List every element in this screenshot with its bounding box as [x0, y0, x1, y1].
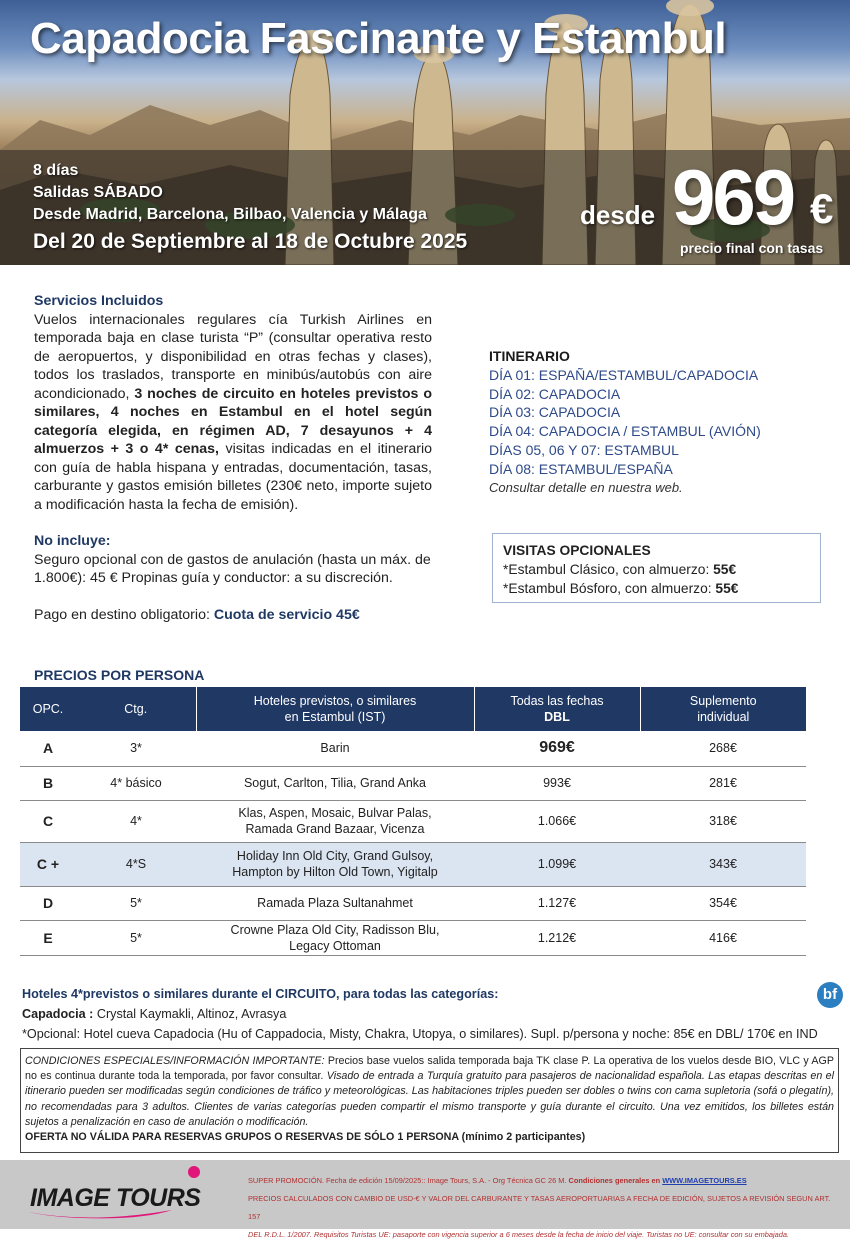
conditions-label: CONDICIONES ESPECIALES/INFORMACIÓN IMPORTANTE:: [25, 1055, 325, 1067]
itinerary-day: DÍAS 05, 06 Y 07: ESTAMBUL: [489, 441, 679, 458]
services-text-part: visitas indicadas en el itinerario con guía de habla hispana y entradas, documentación, tasas, carburante y gastos emisión billetes (230€ neto, importe sujeto a modificación hasta la fecha de emisión).: [34, 441, 432, 513]
bf-badge-icon: bf: [817, 982, 843, 1008]
header-supplement: [640, 687, 806, 731]
cell-opc: D: [20, 886, 76, 920]
trip-origins: Desde Madrid, Barcelona, Bilbao, Valencia y Málaga: [33, 206, 427, 223]
optional-visits-title: VISITAS OPCIONALES: [503, 543, 651, 558]
cell-hotels: Crowne Plaza Old City, Radisson Blu, Legacy Ottoman: [196, 920, 474, 955]
cell-dbl: 993€: [474, 766, 640, 800]
cell-opc: B: [20, 766, 76, 800]
footer-text-part: SUPER PROMOCIÓN. Fecha de edición 15/09/2025:: Image Tours, S.A. - Org Técnica GC 26 M.: [248, 1176, 569, 1185]
table-row: [20, 842, 806, 886]
cell-supp: 354€: [640, 886, 806, 920]
cell-supp: 318€: [640, 800, 806, 842]
circuit-hotels-title: Hoteles 4*previstos o similares durante el CIRCUITO, para todas las categorías:: [22, 987, 499, 1001]
itinerary-day: DÍA 04: CAPADOCIA / ESTAMBUL (AVIÓN): [489, 423, 761, 440]
trip-departures: Salidas SÁBADO: [33, 184, 163, 201]
logo-text: IMAGE TOURS: [30, 1184, 201, 1212]
itinerary-section: [489, 347, 829, 497]
conditions-box: [20, 1048, 839, 1153]
cell-dbl: 969€: [474, 731, 640, 766]
cell-dbl: 1.127€: [474, 886, 640, 920]
cell-dbl: 1.099€: [474, 842, 640, 886]
cell-ctg: 4*S: [76, 842, 196, 886]
cell-supp: 343€: [640, 842, 806, 886]
header-supp-line: Suplemento: [689, 694, 757, 708]
itinerary-note: Consultar detalle en nuestra web.: [489, 479, 683, 495]
price-amount: 969: [672, 153, 794, 241]
optional-visit-label: *Estambul Bósforo, con almuerzo:: [503, 581, 716, 596]
cell-opc: A: [20, 731, 76, 766]
footer-text-bold: Condiciones generales en: [568, 1176, 663, 1185]
header-dbl: DBL: [544, 710, 570, 724]
optional-visit-label: *Estambul Clásico, con almuerzo:: [503, 562, 714, 577]
cell-hotels: Sogut, Carlton, Tilia, Grand Anka: [196, 766, 474, 800]
prices-table: [20, 687, 806, 956]
itinerary-day: DÍA 01: ESPAÑA/ESTAMBUL/CAPADOCIA: [489, 366, 759, 383]
table-row: [20, 731, 806, 766]
cell-ctg: 5*: [76, 886, 196, 920]
cell-hotels: Ramada Plaza Sultanahmet: [196, 886, 474, 920]
itinerary-title: ITINERARIO: [489, 348, 570, 364]
footer-line-1: [248, 1172, 838, 1190]
header-dates: [474, 687, 640, 731]
conditions-text-1: Precios base vuelos salida temporada baja TK clase P. La operativa de los vuelos desde BIO, VLC y AGP no es continua durante toda la temporada, por favor consultar.: [25, 1055, 835, 1083]
optional-visit-item: [503, 579, 810, 598]
circuit-hotels-section: [22, 984, 837, 1044]
not-included-text: Seguro opcional con de gastos de anulación (hasta un máx. de 1.800€): 45 € Propinas guía y conductor: a su discreción.: [34, 551, 431, 586]
cell-ctg: 5*: [76, 920, 196, 955]
prices-title: PRECIOS POR PERSONA: [34, 667, 205, 683]
header-dates-line: Todas las fechas: [510, 694, 604, 708]
cell-hotels: Holiday Inn Old City, Grand Gulsoy, Hampton by Hilton Old Town, Yigitalp: [196, 842, 474, 886]
trip-dates: Del 20 de Septiembre al 18 de Octubre 2025: [33, 230, 468, 253]
services-text-bold: 3 noches de circuito en hoteles previstos o similares, 4 noches en Estambul en el hotel según categoría elegida, en régimen AD, 7 desayunos + 4 almuerzos + 3 o 4* cenas,: [34, 385, 432, 457]
payment-label: Pago en destino obligatorio:: [34, 606, 214, 623]
page-title: Capadocia Fascinante y Estambul: [30, 14, 727, 63]
cell-opc: C: [20, 800, 76, 842]
conditions-warning: OFERTA NO VÁLIDA PARA RESERVAS GRUPOS O RESERVAS DE SÓLO 1 PERSONA (mínimo 2 participantes): [25, 1131, 586, 1144]
cell-dbl: 1.066€: [474, 800, 640, 842]
price-currency: €: [810, 185, 834, 232]
circuit-hotels-optional: *Opcional: Hotel cueva Capadocia (Hu of Cappadocia, Misty, Chakra, Utopya, o similares). Supl. p/persona y noche: 85€ en DBL/ 170€ en IND: [22, 1027, 818, 1041]
cell-supp: 281€: [640, 766, 806, 800]
footer-website-link[interactable]: WWW.IMAGETOURS.ES: [662, 1176, 747, 1185]
cell-hotels: Klas, Aspen, Mosaic, Bulvar Palas, Ramada Grand Bazaar, Vicenza: [196, 800, 474, 842]
cell-hotels: Barin: [196, 731, 474, 766]
optional-visits-box: [492, 533, 821, 603]
payment-value: Cuota de servicio 45€: [213, 606, 360, 623]
image-tours-logo: [22, 1162, 222, 1226]
itinerary-day: DÍA 02: CAPADOCIA: [489, 385, 621, 402]
table-row: [20, 886, 806, 920]
table-row: [20, 920, 806, 955]
cell-opc: E: [20, 920, 76, 955]
circuit-hotels-capadocia: [22, 1004, 837, 1024]
itinerary-day: DÍA 03: CAPADOCIA: [489, 404, 621, 421]
header-hotels: [196, 687, 474, 731]
header-supp-line: individual: [697, 710, 750, 724]
cell-dbl: 1.212€: [474, 920, 640, 955]
header-opc: OPC.: [20, 687, 76, 731]
cell-ctg: 4* básico: [76, 766, 196, 800]
table-row: [20, 766, 806, 800]
table-row: [20, 800, 806, 842]
header-ctg: Ctg.: [76, 687, 196, 731]
optional-visit-price: 55€: [713, 562, 737, 577]
optional-visit-item: [503, 560, 810, 579]
services-section: [34, 292, 432, 624]
cell-supp: 268€: [640, 731, 806, 766]
footer-line-3: DEL R.D.L. 1/2007. Requisitos Turistas UE: pasaporte con vigencia superior a 6 meses desde la fecha de inicio del viaje. Turistas no UE: consultar con su embajada.: [248, 1230, 790, 1239]
footer-legal: [248, 1172, 838, 1244]
not-included-title: No incluye:: [34, 533, 111, 549]
services-text-part: Vuelos internacionales regulares cía Turkish Airlines en temporada baja en clase turista “P” (consultar operativa resto de aeropuertos, y disponibilidad en otras fechas y clases), todos los traslados, transporte en minibús/autobús con aire acondicionado,: [34, 311, 432, 402]
capadocia-label: Capadocia :: [22, 1007, 94, 1021]
trip-summary: [33, 160, 467, 257]
footer-line-2: PRECIOS CALCULADOS CON CAMBIO DE USD-€ Y VALOR DEL CARBURANTE Y TASAS AEROPORTUARIAS A FECHA DE EDICIÓN, SUJETOS A REVISIÓN SEGUN ART. 157: [248, 1194, 831, 1221]
conditions-text-2: Visado de entrada a Turquía gratuito para pasajeros de nacionalidad española. Las etapas descritas en el itinerario pueden ser modificadas según condiciones de tráfico y meteorológicas. Las habitaciones triples pueden ser dobles o twins con cama supletoria (sofá o plegatín), no recomendadas para 3 adultos. Clientes de varias categorías pueden compartir el mismo transporte y guía durante el circuito. Una vez emitidos, los billetes están sujetos a penalización en caso de anulación o modificación.: [25, 1070, 834, 1128]
price-prefix: desde: [580, 200, 656, 230]
price-note: precio final con tasas: [680, 240, 824, 256]
payment-line: [34, 606, 432, 625]
capadocia-value: Crystal Kaymakli, Altinoz, Avrasya: [93, 1007, 287, 1021]
header-hotels-line: Hoteles previstos, o similares: [253, 694, 417, 708]
services-text: [34, 311, 432, 515]
cell-ctg: 3*: [76, 731, 196, 766]
cell-supp: 416€: [640, 920, 806, 955]
header-hotels-line: en Estambul (IST): [284, 710, 386, 724]
optional-visit-price: 55€: [715, 581, 739, 596]
table-header-row: [20, 687, 806, 731]
services-title: Servicios Incluidos: [34, 293, 164, 309]
cell-opc: C +: [20, 842, 76, 886]
itinerary-day: DÍA 08: ESTAMBUL/ESPAÑA: [489, 460, 673, 477]
trip-days: 8 días: [33, 162, 79, 179]
cell-ctg: 4*: [76, 800, 196, 842]
